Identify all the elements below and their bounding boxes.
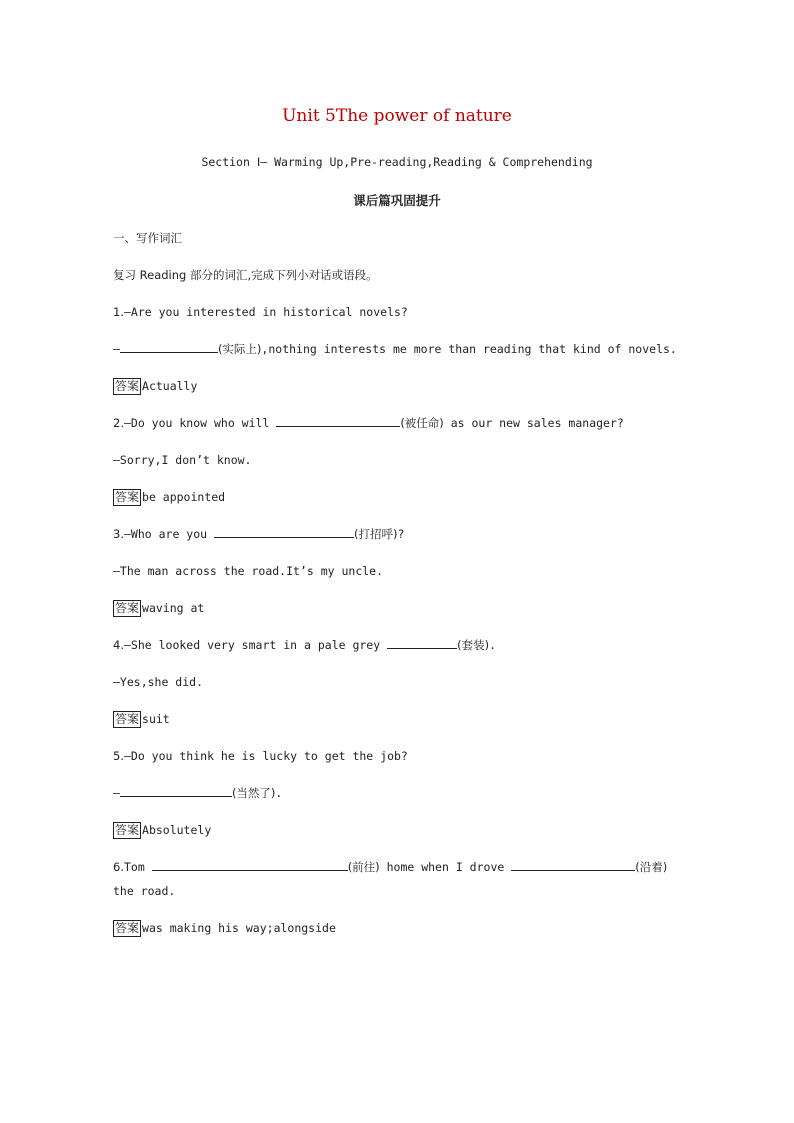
answer-text: be appointed: [142, 490, 226, 504]
answer-label: 答案: [115, 490, 140, 504]
answer-5: [113, 818, 683, 842]
question-5: 5.—Do you think he is lucky to get the job?: [113, 749, 408, 763]
reply-3: —The man across the road.It’s my uncle.: [113, 564, 384, 578]
question-number: 4.: [113, 638, 124, 652]
answer-label: 答案: [115, 379, 140, 393]
reply-2: —Sorry,I don’t know.: [113, 453, 252, 467]
question-4: 4.—She looked very smart in a pale grey (套装).: [113, 633, 683, 657]
answer-label: 答案: [115, 712, 140, 726]
answer-label: 答案: [115, 601, 140, 615]
part-title: 一、写作词汇: [113, 231, 182, 245]
page-title: Unit 5The power of nature: [282, 106, 512, 126]
answer-label: 答案: [115, 823, 140, 837]
answer-4: [113, 707, 683, 731]
reply-5: — (当然了).: [113, 781, 683, 805]
answer-text: Absolutely: [142, 823, 212, 837]
answer-blank[interactable]: [276, 413, 400, 427]
answer-blank[interactable]: [152, 857, 348, 871]
answer-text: suit: [142, 712, 170, 726]
answer-blank[interactable]: [120, 339, 218, 353]
question-number: 3.: [113, 527, 124, 541]
answer-label: 答案: [115, 921, 140, 935]
answer-blank[interactable]: [120, 783, 232, 797]
question-number: 1.: [113, 305, 124, 319]
answer-blank[interactable]: [511, 857, 635, 871]
question-1: 1.—Are you interested in historical novels?: [113, 305, 408, 319]
answer-blank[interactable]: [214, 524, 354, 538]
answer-text: waving at: [142, 601, 205, 615]
answer-3: [113, 596, 683, 620]
question-number: 6.: [113, 860, 124, 874]
reply-4: —Yes,she did.: [113, 675, 204, 689]
answer-text: was making his way;alongside: [142, 921, 336, 935]
section-subtitle: Section Ⅰ— Warming Up,Pre-reading,Reading & Comprehending: [201, 155, 593, 169]
answer-2: [113, 485, 683, 509]
question-3: 3.—Who are you (打招呼)?: [113, 522, 683, 546]
question-number: 2.: [113, 416, 124, 430]
reply-1: — (实际上),nothing interests me more than reading that kind of novels.: [113, 337, 683, 361]
instruction: 复习 Reading 部分的词汇,完成下列小对话或语段。: [113, 268, 378, 282]
answer-blank[interactable]: [387, 635, 457, 649]
answer-text: Actually: [142, 379, 198, 393]
exercise-content: [113, 226, 683, 940]
answer-1: [113, 374, 683, 398]
question-2: 2.—Do you know who will (被任命) as our new sales manager?: [113, 411, 683, 435]
question-6: 6.Tom (前往) home when I drove (沿着) the road.: [113, 855, 683, 903]
answer-6: [113, 916, 683, 940]
section-heading: 课后篇巩固提升: [353, 193, 441, 208]
question-number: 5.: [113, 749, 124, 763]
